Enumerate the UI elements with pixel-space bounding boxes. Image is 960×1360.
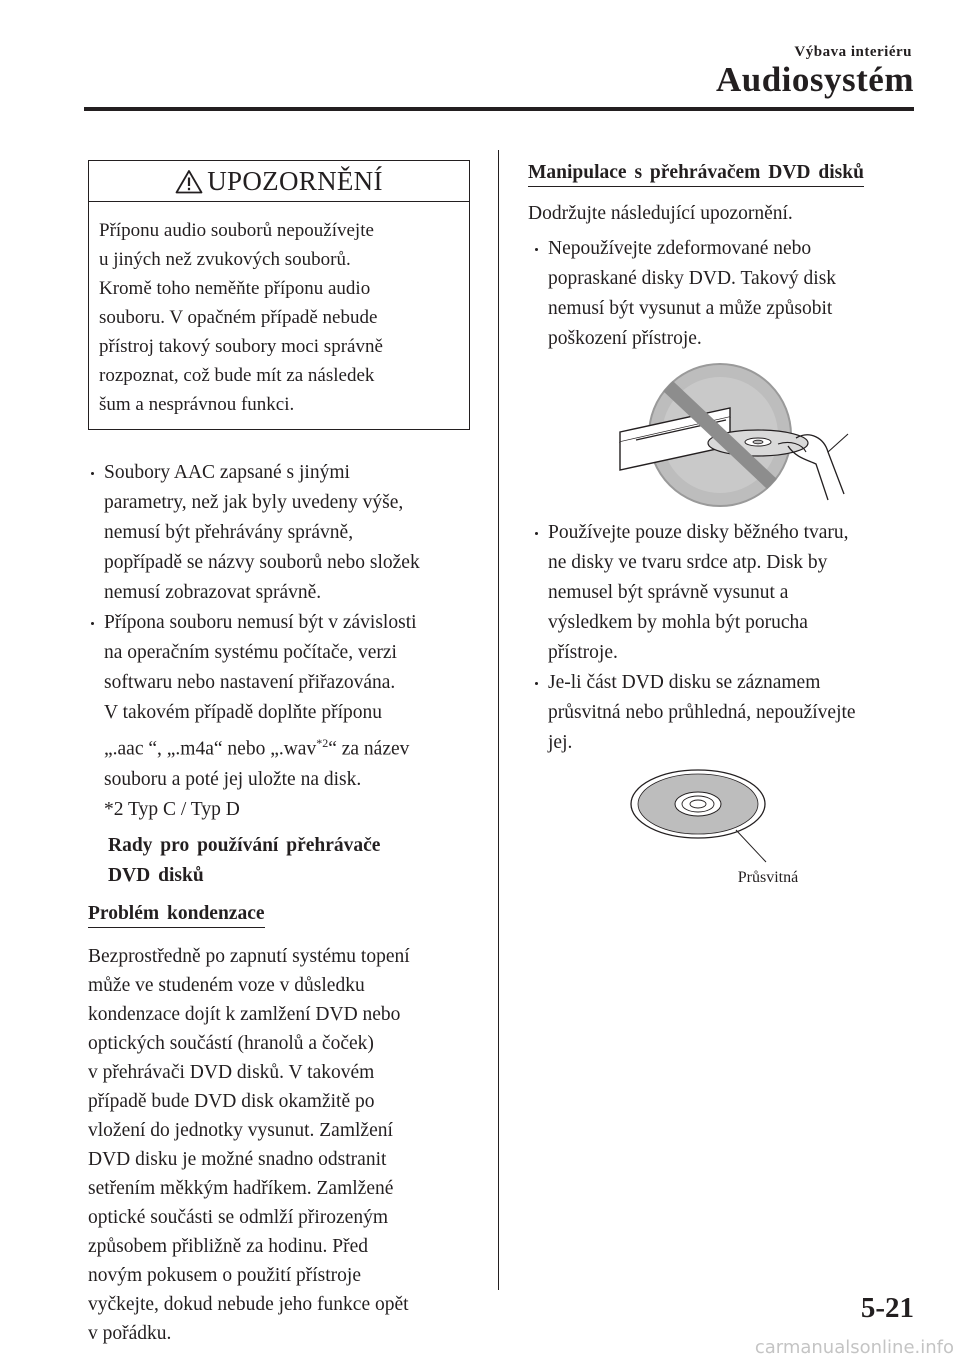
translucent-disc-illustration (528, 762, 914, 887)
bullet-aac-files: Soubory AAC zapsané s jinými parametry, než jak byly uvedeny výše, nemusí být přehrávány správně, popřípadě se názvy souborů nebo složek nemusí zobrazovat správně. (88, 458, 470, 608)
warning-title: UPOZORNĚNÍ (207, 165, 383, 196)
extension-line: „.aac “, „.m4a“ nebo „.wav$^{*2}$“ za název (104, 736, 410, 760)
warning-line: souboru. V opačném případě nebude (99, 307, 378, 328)
warning-line: Kromě toho neměňte příponu audio (99, 278, 371, 299)
section-subtitle: Výbava interiéru (794, 44, 912, 60)
warning-triangle-icon (175, 169, 203, 194)
warning-box (88, 160, 470, 430)
bullet-deformed-discs: Nepoužívejte zdeformované nebo popraskané disky DVD. Takový disk nemusí být vysunut a může způsobit poškození přístroje. (532, 234, 914, 354)
left-column (88, 160, 470, 1348)
right-column (528, 160, 914, 887)
bullet-list-right-1 (528, 234, 914, 354)
bullet-translucent-disc: Je-li část DVD disku se záznamem průsvitná nebo průhledná, nepoužívejte jej. (532, 668, 914, 758)
section-heading-condensation: Problém kondenzace (88, 903, 265, 928)
warning-header (89, 161, 469, 202)
bullet-regular-shape: Používejte pouze disky běžného tvaru, ne disky ve tvaru srdce atp. Disk by nemusel být správně vysunut a výsledkem by mohla být porucha přístroje. (532, 518, 914, 668)
footnote-marker: *2 (316, 736, 329, 750)
section-dvd-handling (528, 162, 914, 187)
watermark-text: carmanualsonline.info (754, 1337, 954, 1358)
intro-text: Dodržujte následující upozornění. (528, 203, 793, 224)
warning-line: rozpoznat, což bude mít za následek (99, 365, 375, 386)
section-heading-dvd-handling: Manipulace s přehrávačem DVD disků (528, 162, 864, 187)
bullet-list-right-2 (528, 518, 914, 758)
warning-text (89, 202, 469, 429)
condensation-paragraph: Bezprostředně po zapnutí systému topení může ve studeném voze v důsledku kondenzace dojít k zamlžení DVD nebo optických součástí (hranolů a čoček) v přehrávači DVD disků. V takovém případě bude DVD disk okamžitě po vložení do jednotky vysunut. Zamlžení DVD disku je možné snadno odstranit setřením měkkým hadříkem. Zamlžené optické součásti se odmlží přirozeným způsobem přibližně za hodinu. Před novým pokusem o použití přístroje vyčkejte, dokud nebude jeho funkce opět v pořádku. (88, 945, 410, 1344)
section-condensation (88, 903, 470, 928)
page-title: Audiosystém (715, 60, 914, 99)
page-number: 5-21 (860, 1292, 914, 1324)
warning-line: Příponu audio souborů nepoužívejte (99, 220, 374, 241)
translucent-label: Průsvitná (737, 869, 799, 886)
bullet-list-left (88, 458, 470, 795)
warning-line: přístroj takový soubory moci správně (99, 336, 383, 357)
subhead-dvd-tips: Rady pro používání přehrávače DVD disků (108, 834, 381, 886)
warning-line: šum a nesprávnou funkci. (99, 394, 295, 415)
header-rule (84, 107, 914, 111)
footnote: *2 Typ C / Typ D (104, 798, 240, 820)
column-divider (498, 150, 499, 1290)
no-deformed-disc-illustration (528, 360, 914, 510)
warning-line: u jiných než zvukových souborů. (99, 249, 351, 270)
bullet-file-extension: Přípona souboru nemusí být v závislosti na operačním systému počítače, verzi softwaru nebo nastavení přiřazována. V takovém případě doplňte příponu „.aac “, „.m4a“ nebo „.wav$^{*2}$“ za název souboru a poté jej uložte na disk. (88, 608, 470, 795)
